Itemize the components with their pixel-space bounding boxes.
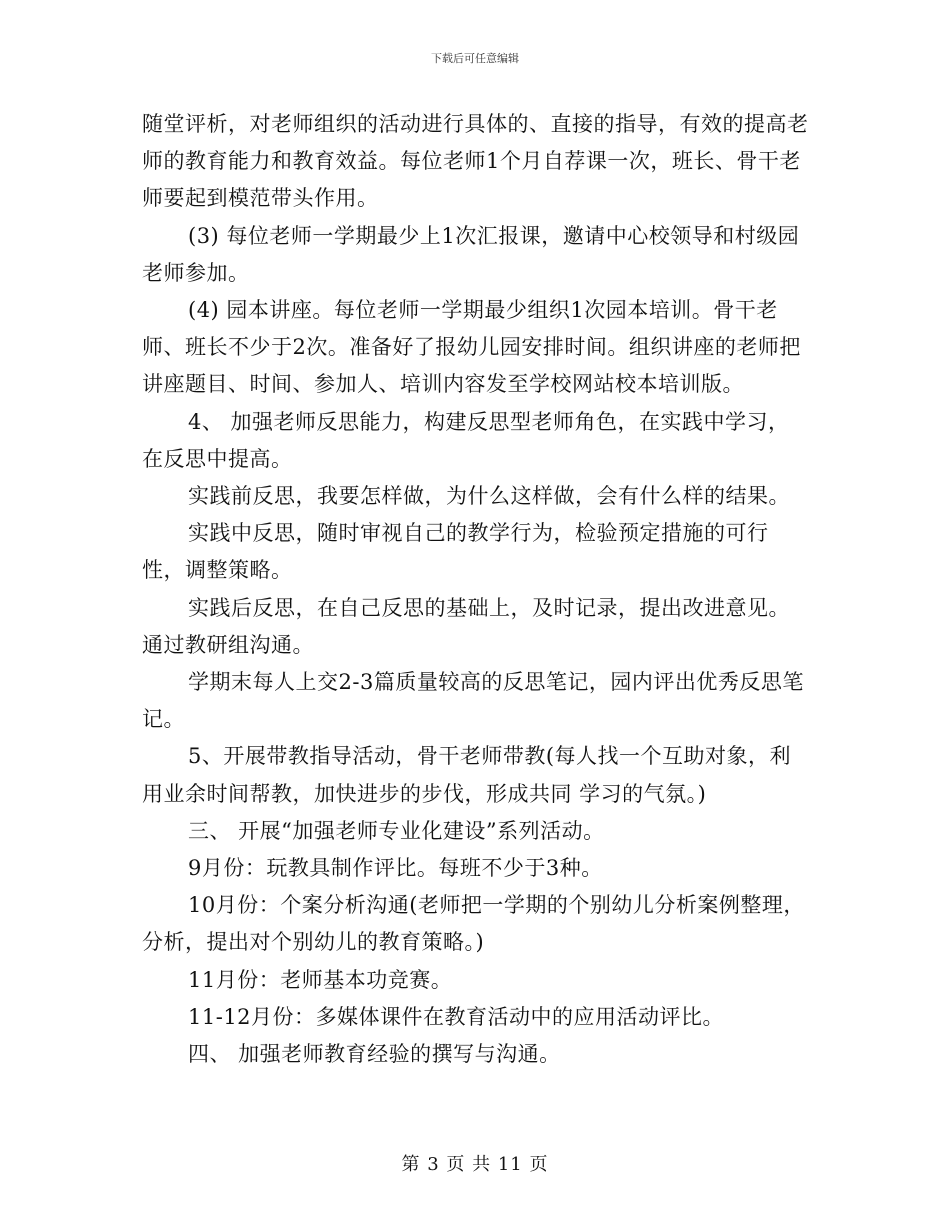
- page-header-note: 下载后可任意编辑: [431, 52, 519, 65]
- page-number-label: 第 3 页 共 11 页: [401, 1154, 549, 1175]
- page-footer: [0, 1154, 950, 1176]
- body-paragraph: 实践前反思，我要怎样做，为什么这样做，会有什么样的结果。: [188, 484, 790, 509]
- document-body: [142, 106, 810, 1073]
- section-heading: 四、 加强老师教育经验的撰写与沟通。: [188, 1042, 561, 1067]
- body-paragraph: 随堂评析，对老师组织的活动进行具体的、直接的指导，有效的提高老师的教育能力和教育效益。每位老师1个月自荐课一次，班长、骨干老师要起到模范带头作用。: [142, 112, 809, 211]
- body-paragraph: 5、开展带教指导活动，骨干老师带教(每人找一个互助对象，利用业余时间帮教，加快进步的步伐，形成共同 学习的气氛。): [142, 744, 792, 806]
- body-paragraph: 10月份：个案分析沟通(老师把一学期的个别幼儿分析案例整理，分析，提出对个别幼儿的教育策略。): [142, 893, 805, 955]
- body-paragraph: 11月份：老师基本功竞赛。: [188, 967, 453, 992]
- body-paragraph: 实践后反思，在自己反思的基础上，及时记录，提出改进意见。通过教研组沟通。: [142, 595, 790, 657]
- body-paragraph: 4、 加强老师反思能力，构建反思型老师角色，在实践中学习，在反思中提高。: [142, 409, 790, 471]
- section-heading: 三、 开展“加强老师专业化建设”系列活动。: [188, 818, 605, 843]
- body-paragraph: (4) 园本讲座。每位老师一学期最少组织1次园本培训。骨干老师、班长不少于2次。准备好了报幼儿园安排时间。组织讲座的老师把讲座题目、时间、参加人、培训内容发至学校网站校本培训版。: [142, 298, 801, 397]
- body-paragraph: 11-12月份：多媒体课件在教育活动中的应用活动评比。: [188, 1004, 725, 1029]
- body-paragraph: 学期末每人上交2-3篇质量较高的反思笔记，园内评出优秀反思笔记。: [142, 670, 804, 732]
- body-paragraph: 9月份：玩教具制作评比。每班不少于3种。: [188, 856, 603, 881]
- body-paragraph: 实践中反思，随时审视自己的教学行为，检验预定措施的可行性，调整策略。: [142, 521, 769, 583]
- body-paragraph: (3) 每位老师一学期最少上1次汇报课，邀请中心校领导和村级园老师参加。: [142, 223, 800, 285]
